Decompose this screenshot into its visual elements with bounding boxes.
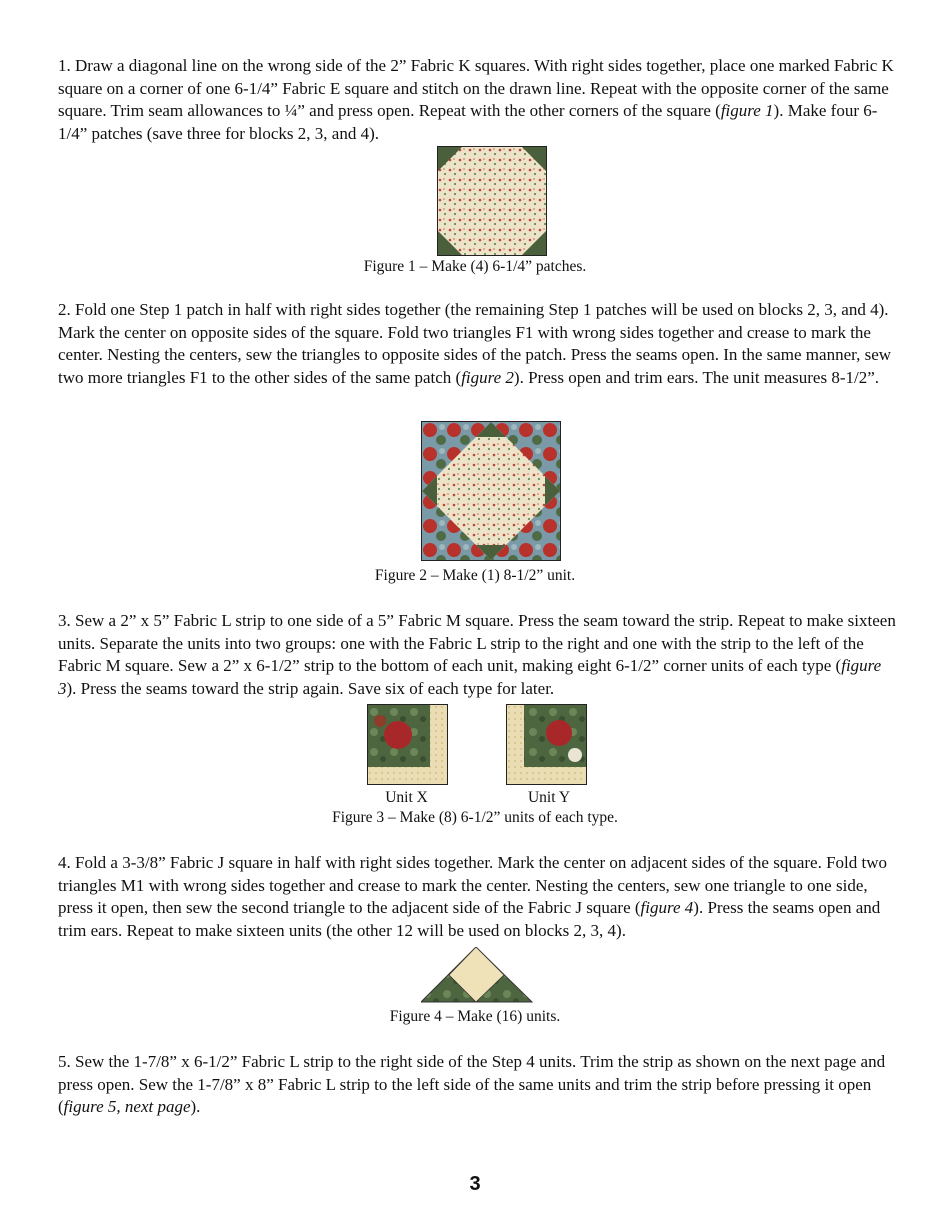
step-3-text: 3. Sew a 2” x 5” Fabric L strip to one side of a 5” Fabric M square. Press the seam toward the strip. Repeat to make sixteen units. Separate the units into two groups: one with the Fabric L strip to the right and one with the strip to the left of the Fabric M square. Sew a 2” x 6-1/2” strip to the bottom of each unit, making eight 6-1/2” corner units of each type (figure 3). Press the seams toward the strip again. Save six of each type for later.	[58, 611, 896, 698]
unit-x-label: Unit X	[385, 789, 428, 806]
figure-2-image	[421, 421, 561, 561]
unit-y-label: Unit Y	[527, 789, 571, 806]
step-2-text: 2. Fold one Step 1 patch in half with right sides together (the remaining Step 1 patches will be used on blocks 2, 3, and 4). Mark the center on opposite sides of the square. Fold two triangles F1 with wrong sides together and crease to mark the center. Nesting the centers, sew the triangles to opposite sides of the patch. Press the seams open. In the same manner, sew two more triangles F1 to the other sides of the same patch (figure 2). Press open and trim ears. The unit measures 8-1/2”.	[58, 300, 892, 387]
step-5-text: 5. Sew the 1-7/8” x 6-1/2” Fabric L strip to the right side of the Step 4 units. Trim the strip as shown on the next page and press open. Sew the 1-7/8” x 8” Fabric L strip to the left side of the same units and trim the strip before pressing it open (figure 5, next page).	[58, 1052, 886, 1117]
unit-y-image	[506, 704, 587, 785]
figure-3-caption: Figure 3 – Make (8) 6-1/2” units of each type.	[332, 809, 618, 826]
figure-4-caption: Figure 4 – Make (16) units.	[389, 1008, 561, 1025]
figure-1-image	[437, 146, 547, 256]
unit-x-image	[367, 704, 448, 785]
step-1-text: 1. Draw a diagonal line on the wrong side of the 2” Fabric K squares. With right sides together, place one marked Fabric K square on a corner of one 6-1/4” Fabric E square and stitch on the drawn line. Repeat with the opposite corner of the same square. Trim seam allowances to ¼” and press open. Repeat with the other corners of the square (figure 1). Make four 6-1/4” patches (save three for blocks 2, 3, and 4).	[58, 56, 894, 143]
figure-1-caption: Figure 1 – Make (4) 6-1/4” patches.	[363, 258, 587, 275]
figure-2-caption: Figure 2 – Make (1) 8-1/2” unit.	[374, 567, 576, 584]
page-number: 3	[469, 1173, 481, 1195]
figure-4-image	[421, 947, 533, 1003]
step-4-text: 4. Fold a 3-3/8” Fabric J square in half with right sides together. Mark the center on adjacent sides of the square. Fold two triangles M1 with wrong sides together and crease to mark the center. Nesting the centers, sew one triangle to one side, press it open, then sew the second triangle to the adjacent side of the Fabric J square (figure 4). Press the seams open and trim ears. Repeat to make sixteen units (the other 12 will be used on blocks 2, 3, 4).	[58, 853, 888, 940]
